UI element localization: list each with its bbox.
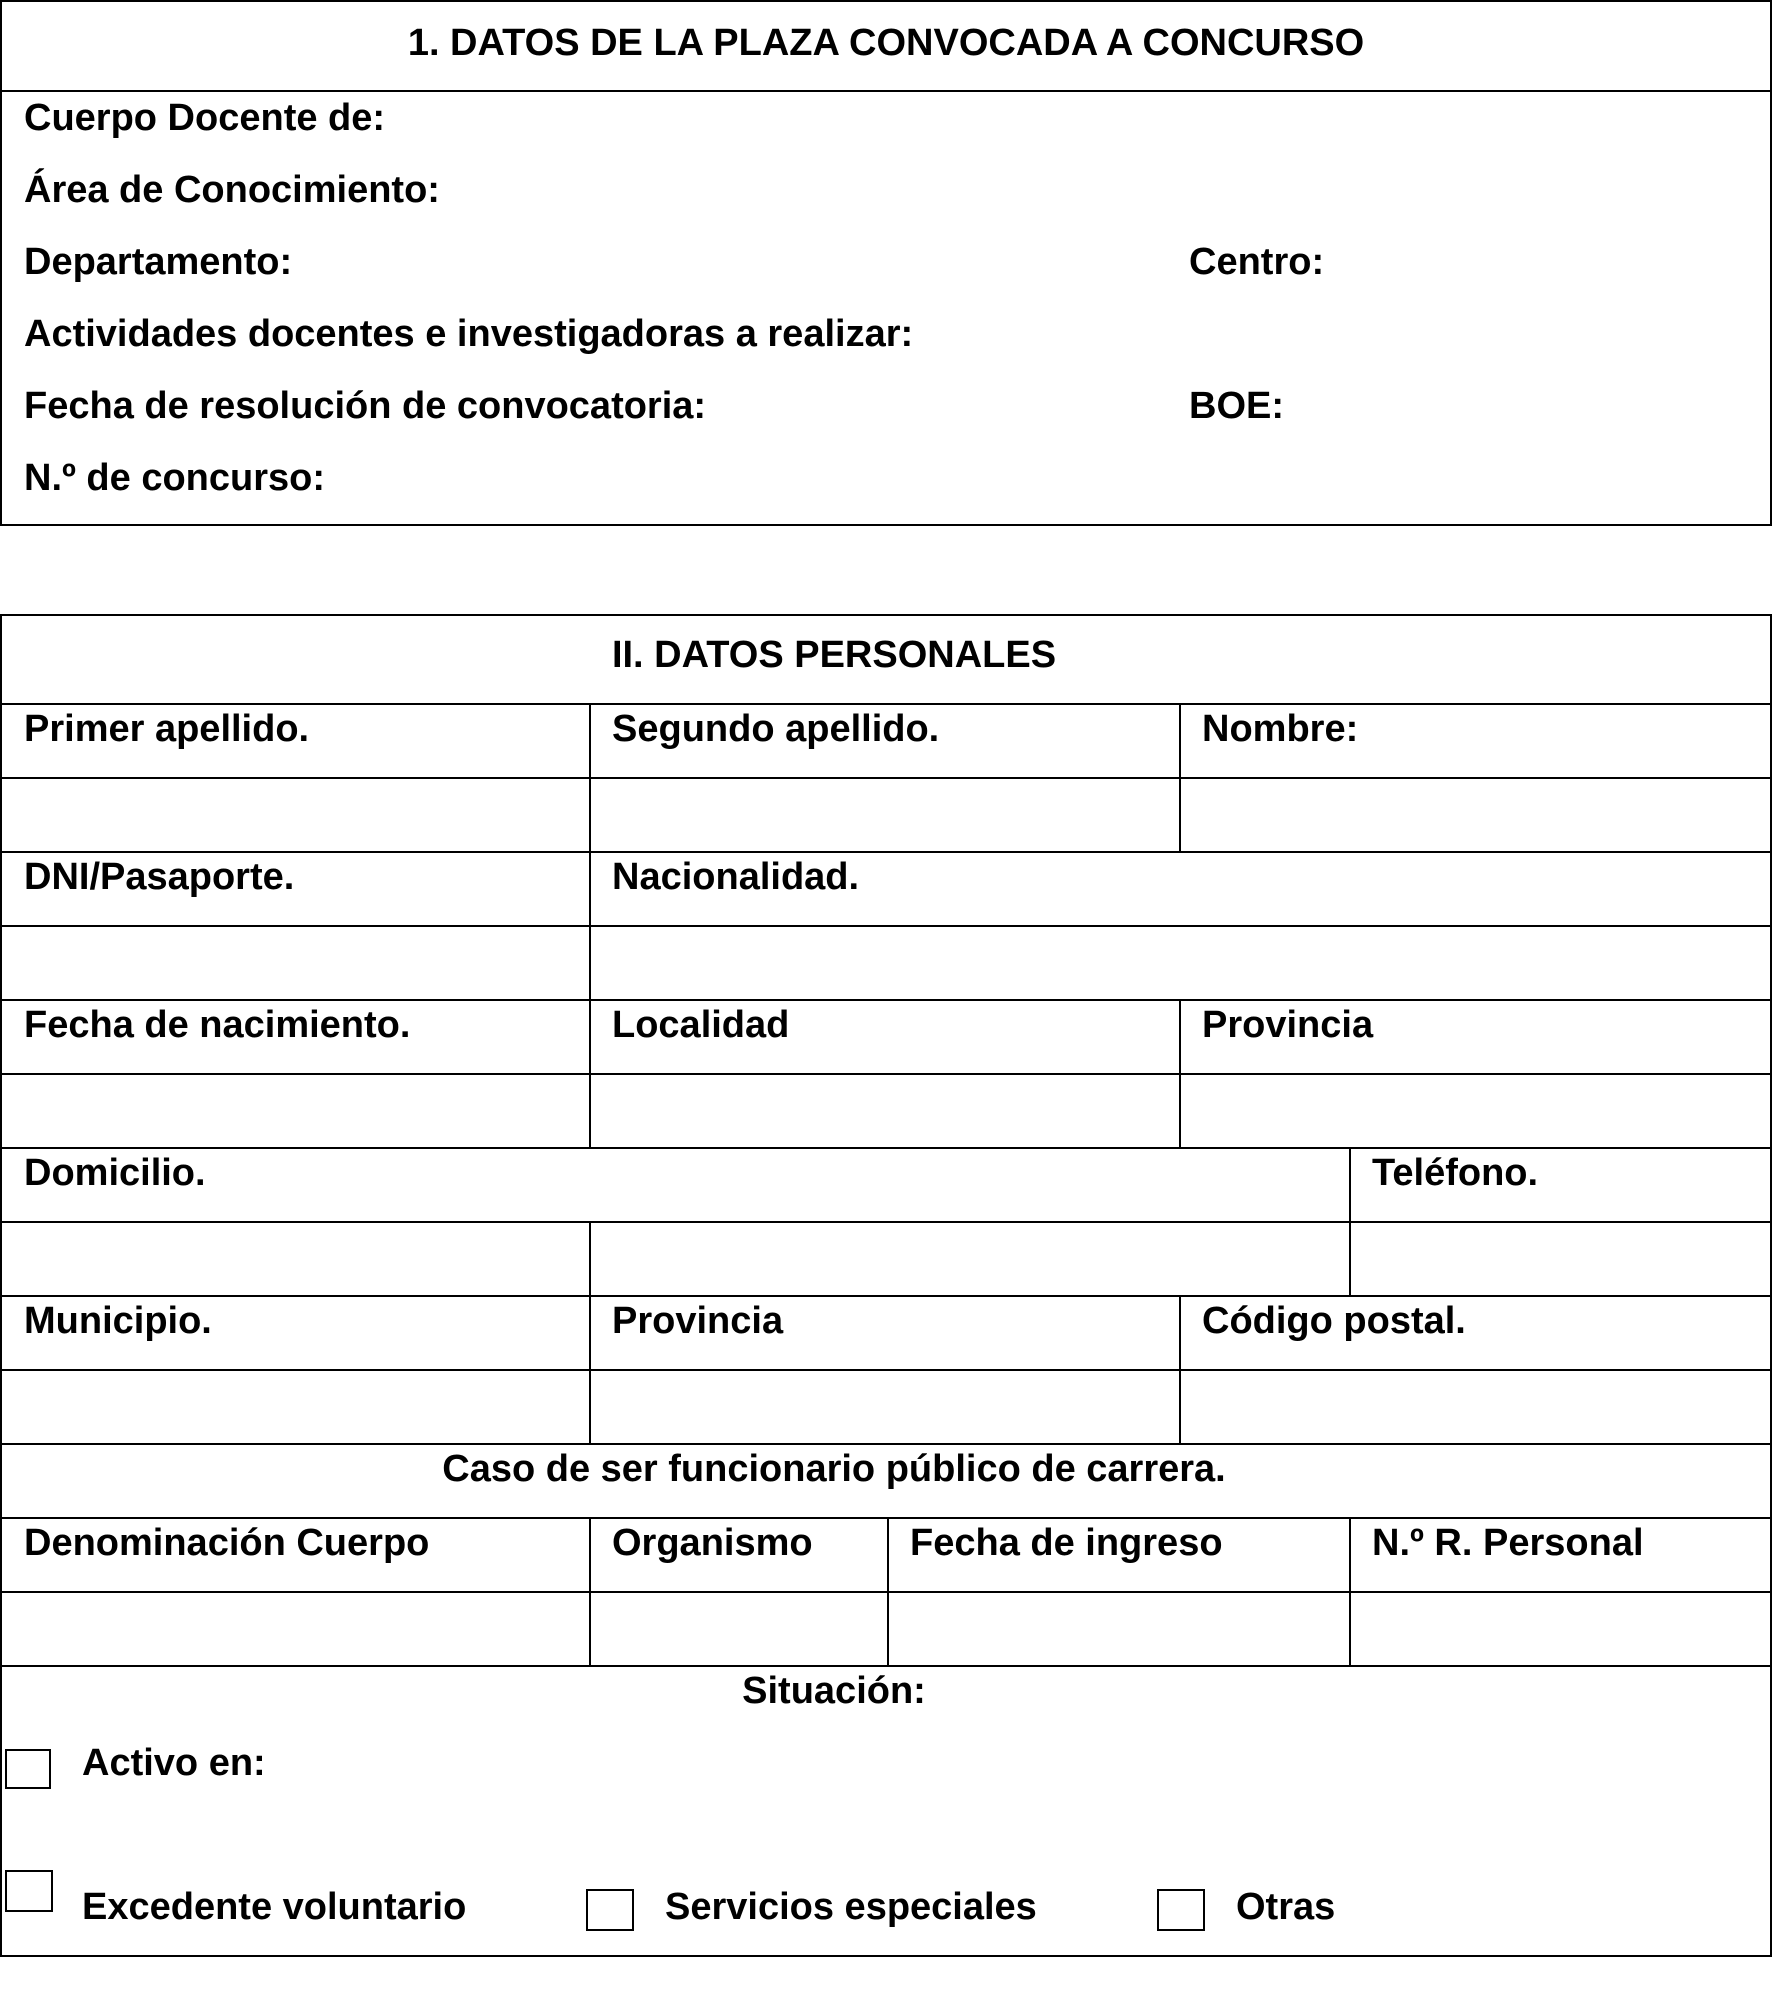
row-divider xyxy=(0,1221,1772,1223)
row-divider xyxy=(0,925,1772,927)
col-divider xyxy=(1179,1295,1181,1443)
col-divider xyxy=(1349,1517,1351,1665)
row-divider xyxy=(0,777,1772,779)
section1-title-divider xyxy=(0,90,1772,92)
provincia-domicilio-label: Provincia xyxy=(612,1300,784,1342)
row-divider xyxy=(0,999,1772,1001)
row-divider xyxy=(0,1369,1772,1371)
fecha-resolucion-label: Fecha de resolución de convocatoria: xyxy=(24,385,707,427)
section2-title: II. DATOS PERSONALES xyxy=(611,634,1057,676)
row-divider xyxy=(0,1073,1772,1075)
otras-label: Otras xyxy=(1236,1886,1336,1928)
departamento-label: Departamento: xyxy=(24,241,293,283)
row-divider xyxy=(0,703,1772,705)
col-divider xyxy=(1349,1147,1351,1295)
row-divider xyxy=(0,1591,1772,1593)
excedente-checkbox[interactable] xyxy=(5,1870,53,1912)
nrp-label: N.º R. Personal xyxy=(1372,1522,1644,1564)
funcionario-heading: Caso de ser funcionario público de carrera. xyxy=(442,1448,1226,1490)
segundo-apellido-label: Segundo apellido. xyxy=(612,708,940,750)
nacionalidad-label: Nacionalidad. xyxy=(612,856,860,898)
col-divider xyxy=(1179,703,1181,851)
row-divider xyxy=(0,1517,1772,1519)
fecha-ingreso-label: Fecha de ingreso xyxy=(910,1522,1223,1564)
dni-label: DNI/Pasaporte. xyxy=(24,856,295,898)
servicios-checkbox[interactable] xyxy=(586,1889,634,1931)
col-divider xyxy=(589,1295,591,1443)
activo-label: Activo en: xyxy=(82,1742,266,1784)
servicios-label: Servicios especiales xyxy=(665,1886,1037,1928)
row-divider xyxy=(0,1665,1772,1667)
actividades-label: Actividades docentes e investigadoras a realizar: xyxy=(24,313,914,355)
nombre-label: Nombre: xyxy=(1202,708,1359,750)
col-divider xyxy=(887,1517,889,1665)
denominacion-cuerpo-label: Denominación Cuerpo xyxy=(24,1522,430,1564)
col-divider xyxy=(589,703,591,851)
codigo-postal-label: Código postal. xyxy=(1202,1300,1466,1342)
row-divider xyxy=(0,1443,1772,1445)
excedente-label: Excedente voluntario xyxy=(82,1886,467,1928)
row-divider xyxy=(0,851,1772,853)
localidad-label: Localidad xyxy=(612,1004,790,1046)
area-conocimiento-label: Área de Conocimiento: xyxy=(24,169,440,211)
fecha-nacimiento-label: Fecha de nacimiento. xyxy=(24,1004,411,1046)
centro-label: Centro: xyxy=(1189,241,1325,283)
activo-checkbox[interactable] xyxy=(5,1749,51,1789)
col-divider xyxy=(1179,999,1181,1147)
organismo-label: Organismo xyxy=(612,1522,813,1564)
telefono-label: Teléfono. xyxy=(1372,1152,1539,1194)
section1-title: 1. DATOS DE LA PLAZA CONVOCADA A CONCURSO xyxy=(407,22,1365,64)
municipio-label: Municipio. xyxy=(24,1300,212,1342)
cuerpo-docente-label: Cuerpo Docente de: xyxy=(24,97,386,139)
col-divider xyxy=(589,851,591,999)
section2-box xyxy=(0,614,1772,1957)
provincia-nacimiento-label: Provincia xyxy=(1202,1004,1374,1046)
primer-apellido-label: Primer apellido. xyxy=(24,708,310,750)
col-divider xyxy=(589,1221,591,1295)
row-divider xyxy=(0,1295,1772,1297)
domicilio-label: Domicilio. xyxy=(24,1152,206,1194)
num-concurso-label: N.º de concurso: xyxy=(24,457,326,499)
row-divider xyxy=(0,1147,1772,1149)
col-divider xyxy=(589,1517,591,1665)
boe-label: BOE: xyxy=(1189,385,1284,427)
otras-checkbox[interactable] xyxy=(1157,1889,1205,1931)
col-divider xyxy=(589,999,591,1147)
situacion-heading: Situación: xyxy=(742,1670,926,1712)
